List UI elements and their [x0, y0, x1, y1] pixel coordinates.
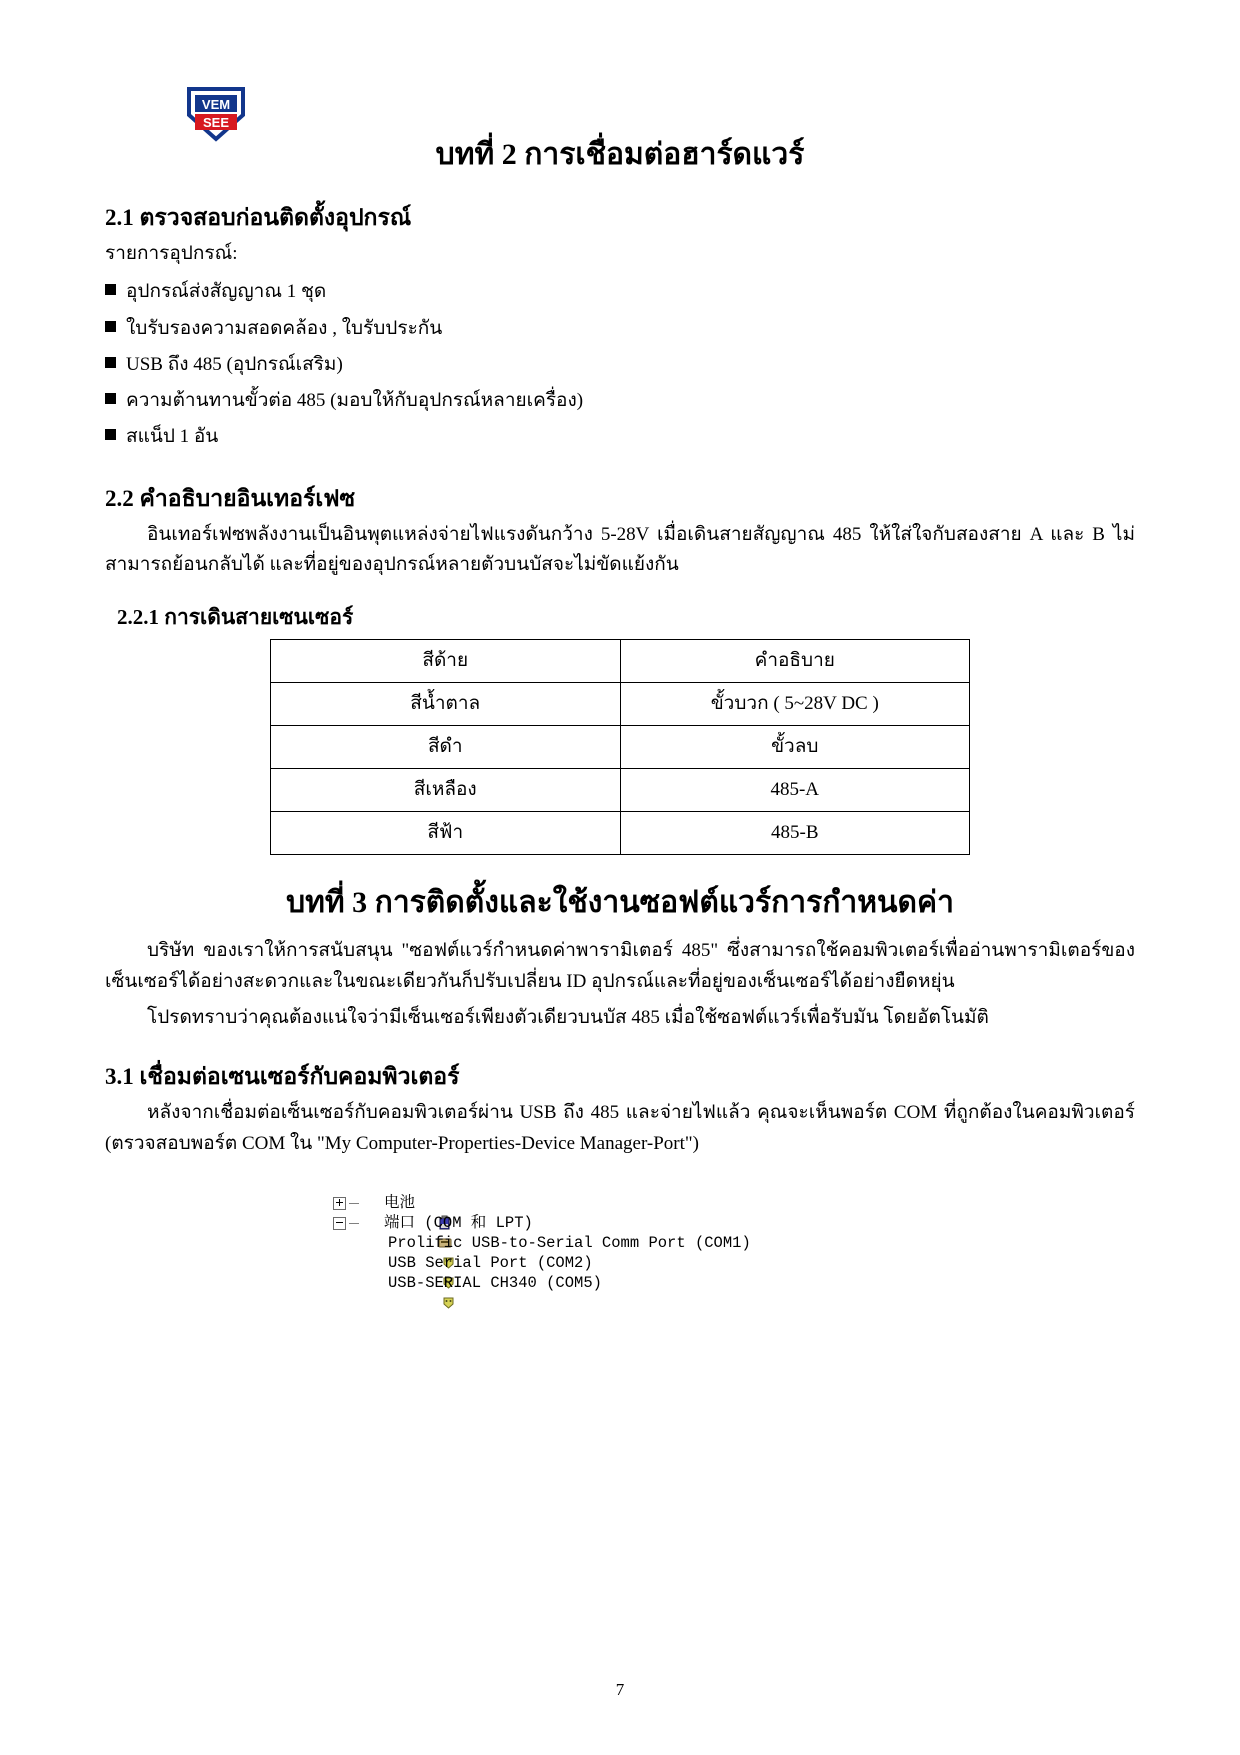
table-cell-desc: 485-A [620, 769, 970, 812]
svg-text:SEE: SEE [202, 115, 230, 130]
bullet-square-icon [105, 429, 116, 440]
table-header-cell: สีด้าย [271, 640, 621, 683]
list-item [105, 419, 1135, 455]
serial-port-icon [367, 1255, 383, 1271]
bullet-square-icon [105, 321, 116, 332]
table-header-row [271, 640, 970, 683]
table-cell-color: สีน้ำตาล [271, 683, 621, 726]
table-header-cell: คำอธิบาย [620, 640, 970, 683]
table-row [271, 683, 970, 726]
expand-plus-icon[interactable] [333, 1197, 346, 1210]
tree-node-ports [333, 1213, 1135, 1233]
list-item-label: USB ถึง 485 (อุปกรณ์เสริม) [126, 353, 343, 375]
svg-text:VEM: VEM [201, 97, 231, 112]
tree-node-label: 电池 [384, 1194, 416, 1213]
bullet-square-icon [105, 393, 116, 404]
section-2-2-1-heading: 2.2.1 การเดินสายเซนเซอร์ [117, 604, 354, 629]
battery-icon [363, 1195, 379, 1211]
table-cell-color: สีเหลือง [271, 769, 621, 812]
device-manager-tree-image [333, 1193, 1135, 1293]
tree-node-label: USB-SERIAL CH340 (COM5) [388, 1274, 602, 1293]
tree-connector [349, 1223, 359, 1224]
bullet-square-icon [105, 357, 116, 368]
wiring-table [270, 639, 970, 855]
table-row [271, 812, 970, 855]
tree-node-label: 端口 (COM 和 LPT) [384, 1214, 533, 1233]
collapse-minus-icon[interactable] [333, 1217, 346, 1230]
kit-list [105, 274, 1135, 454]
chapter-3-title: บทที่ 3 การติดตั้งและใช้งานซอฟต์แวร์การกำหนดค่า [286, 886, 954, 920]
chapter-3-paragraph-2: โปรดทราบว่าคุณต้องแน่ใจว่ามีเซ็นเซอร์เพียงตัวเดียวบนบัส 485 เมื่อใช้ซอฟต์แวร์เพื่อรับมัน โดยอัตโนมัติ [147, 1006, 989, 1028]
table-cell-desc: ขั้วลบ [620, 726, 970, 769]
serial-port-icon [367, 1275, 383, 1291]
section-2-2-paragraph: อินเทอร์เฟซพลังงานเป็นอินพุตแหล่งจ่ายไฟแรงดันกว้าง 5-28V เมื่อเดินสายสัญญาณ 485 ให้ใส่ใจกับสองสาย A และ B ไม่สามารถย้อนกลับได้ และที่อยู่ของอุปกรณ์หลายตัวบนบัสจะไม่ขัดแย้งกัน [105, 524, 1135, 576]
chapter-3-paragraph-1: บริษัท ของเราให้การสนับสนุน "ซอฟต์แวร์กำหนดค่าพารามิเตอร์ 485" ซึ่งสามารถใช้คอมพิวเตอร์เพื่ออ่านพารามิเตอร์ของเซ็นเซอร์ได้อย่างสะดวกและในขณะเดียวกันก็ปรับเปลี่ยน ID อุปกรณ์และที่อยู่ของเซ็นเซอร์ได้อย่างยืดหยุ่น [105, 940, 1135, 992]
list-item-label: อุปกรณ์ส่งสัญญาณ 1 ชุด [126, 281, 327, 303]
tree-node-label: USB Serial Port (COM2) [388, 1254, 593, 1273]
tree-node-battery [333, 1193, 1135, 1213]
tree-connector [349, 1203, 359, 1204]
tree-node-label: Prolific USB-to-Serial Comm Port (COM1) [388, 1234, 751, 1253]
table-cell-color: สีดำ [271, 726, 621, 769]
table-row [271, 726, 970, 769]
table-cell-desc: ขั้วบวก ( 5~28V DC ) [620, 683, 970, 726]
table-row [271, 769, 970, 812]
section-2-1-heading: 2.1 ตรวจสอบก่อนติดตั้งอุปกรณ์ [105, 205, 412, 230]
section-3-1-paragraph: หลังจากเชื่อมต่อเซ็นเซอร์กับคอมพิวเตอร์ผ่าน USB ถึง 485 และจ่ายไฟแล้ว คุณจะเห็นพอร์ต COM ที่ถูกต้องในคอมพิวเตอร์ (ตรวจสอบพอร์ต COM ใน "My Computer-Properties-Device Manager-Port") [105, 1102, 1135, 1154]
table-cell-color: สีฟ้า [271, 812, 621, 855]
tree-node-com5 [333, 1273, 1135, 1293]
tree-node-com1 [333, 1233, 1135, 1253]
vemsee-logo [185, 85, 247, 143]
tree-node-com2 [333, 1253, 1135, 1273]
list-item [105, 311, 1135, 347]
list-item [105, 347, 1135, 383]
bullet-square-icon [105, 284, 116, 295]
page-number: 7 [615, 1680, 625, 1699]
port-icon [363, 1215, 379, 1231]
list-item [105, 383, 1135, 419]
kit-list-intro: รายการอุปกรณ์: [105, 243, 238, 265]
list-item-label: สแน็ป 1 อัน [126, 425, 219, 447]
chapter-2-title: บทที่ 2 การเชื่อมต่อฮาร์ดแวร์ [435, 138, 805, 171]
serial-port-icon [367, 1235, 383, 1251]
list-item-label: ใบรับรองความสอดคล้อง , ใบรับประกัน [126, 317, 443, 339]
list-item-label: ความต้านทานขั้วต่อ 485 (มอบให้กับอุปกรณ์หลายเครื่อง) [126, 389, 584, 411]
table-cell-desc: 485-B [620, 812, 970, 855]
section-2-2-heading: 2.2 คำอธิบายอินเทอร์เฟซ [105, 485, 356, 511]
section-3-1-heading: 3.1 เชื่อมต่อเซนเซอร์กับคอมพิวเตอร์ [105, 1064, 460, 1090]
list-item [105, 274, 1135, 310]
